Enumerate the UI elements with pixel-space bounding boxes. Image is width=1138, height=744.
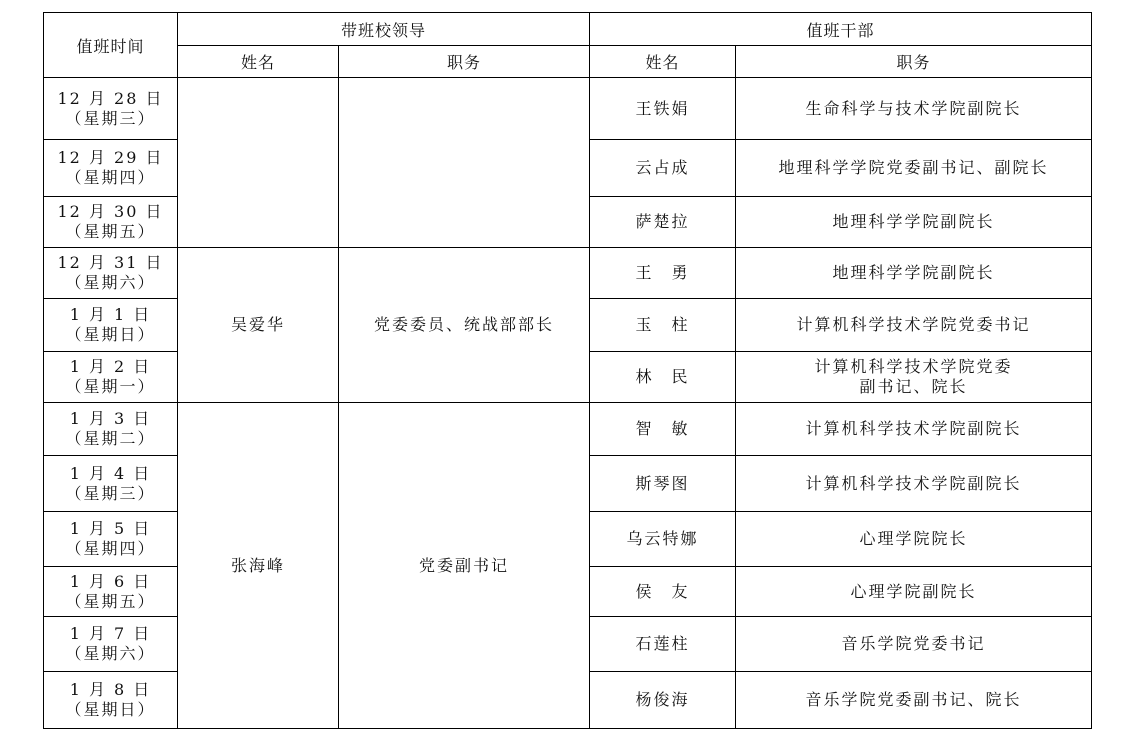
weekday-text: （星期五）	[65, 591, 156, 611]
header-row-sub	[44, 46, 1092, 78]
position-line: 计算机科学技术学院党委	[814, 357, 1013, 376]
table-row	[44, 248, 1092, 299]
date-cell	[44, 197, 178, 248]
cadre-name-cell: 玉 柱	[590, 299, 736, 352]
leader-position-cell: 党委委员、统战部部长	[339, 248, 590, 403]
date-text: 1 月 5 日	[69, 519, 152, 538]
cadre-name-cell: 王 勇	[590, 248, 736, 299]
cadre-name-cell: 杨俊海	[590, 672, 736, 729]
cadre-name-cell: 乌云特娜	[590, 512, 736, 567]
weekday-text: （星期六）	[65, 273, 156, 292]
date-text: 1 月 6 日	[69, 571, 152, 591]
date-text: 12 月 29 日	[57, 148, 164, 167]
cadre-position-cell: 心理学院院长	[736, 512, 1092, 567]
date-cell	[44, 672, 178, 729]
weekday-text: （星期日）	[65, 325, 156, 344]
header-row-top	[44, 13, 1092, 46]
date-text: 1 月 3 日	[69, 409, 152, 428]
header-cadre-name: 姓名	[590, 46, 736, 78]
date-text: 1 月 8 日	[69, 680, 152, 699]
cadre-position-cell: 地理科学学院副院长	[736, 248, 1092, 299]
leader-position-cell: 党委副书记	[339, 403, 590, 729]
duty-schedule-table	[43, 12, 1092, 729]
cadre-position-cell: 计算机科学技术学院党委书记	[736, 299, 1092, 352]
date-text: 1 月 2 日	[69, 357, 152, 376]
header-cadre-group: 值班干部	[590, 13, 1092, 46]
weekday-text: （星期六）	[65, 644, 156, 663]
date-cell	[44, 403, 178, 456]
cadre-name-cell: 侯 友	[590, 567, 736, 617]
cadre-name-cell: 智 敏	[590, 403, 736, 456]
weekday-text: （星期三）	[65, 108, 156, 128]
header-leader-group: 带班校领导	[178, 13, 590, 46]
date-cell	[44, 78, 178, 140]
weekday-text: （星期四）	[65, 539, 156, 558]
date-cell	[44, 299, 178, 352]
weekday-text: （星期二）	[65, 429, 156, 448]
table-row	[44, 403, 1092, 456]
weekday-text: （星期三）	[65, 483, 156, 503]
cadre-name-cell: 林 民	[590, 352, 736, 403]
weekday-text: （星期五）	[65, 222, 156, 241]
cadre-position-cell: 音乐学院党委副书记、院长	[736, 672, 1092, 729]
position-line: 副书记、院长	[859, 377, 968, 396]
date-text: 12 月 30 日	[57, 202, 164, 221]
cadre-position-cell: 地理科学学院副院长	[736, 197, 1092, 248]
date-cell	[44, 512, 178, 567]
date-cell	[44, 140, 178, 197]
cadre-position-cell: 计算机科学技术学院副院长	[736, 403, 1092, 456]
cadre-position-cell: 心理学院副院长	[736, 567, 1092, 617]
date-cell	[44, 617, 178, 672]
date-cell	[44, 567, 178, 617]
weekday-text: （星期四）	[65, 168, 156, 187]
cadre-name-cell: 王铁娟	[590, 78, 736, 140]
table-row	[44, 78, 1092, 140]
date-text: 1 月 4 日	[69, 463, 152, 483]
leader-name-cell: 张海峰	[178, 403, 339, 729]
date-cell	[44, 248, 178, 299]
cadre-position-cell: 计算机科学技术学院副院长	[736, 456, 1092, 512]
cadre-name-cell: 石莲柱	[590, 617, 736, 672]
cadre-name-cell: 云占成	[590, 140, 736, 197]
date-cell	[44, 352, 178, 403]
date-text: 12 月 31 日	[57, 253, 164, 272]
header-leader-name: 姓名	[178, 46, 339, 78]
leader-name-cell: 吴爱华	[178, 248, 339, 403]
cadre-position-cell: 生命科学与技术学院副院长	[736, 78, 1092, 140]
date-text: 12 月 28 日	[57, 88, 164, 108]
date-cell	[44, 456, 178, 512]
date-text: 1 月 7 日	[69, 624, 152, 643]
header-cadre-position: 职务	[736, 46, 1092, 78]
leader-position-cell	[339, 78, 590, 248]
cadre-name-cell: 萨楚拉	[590, 197, 736, 248]
cadre-position-cell: 地理科学学院党委副书记、副院长	[736, 140, 1092, 197]
date-text: 1 月 1 日	[69, 305, 152, 324]
weekday-text: （星期日）	[65, 700, 156, 719]
weekday-text: （星期一）	[65, 377, 156, 396]
header-leader-position: 职务	[339, 46, 590, 78]
cadre-name-cell: 斯琴图	[590, 456, 736, 512]
cadre-position-cell: 音乐学院党委书记	[736, 617, 1092, 672]
cadre-position-cell	[736, 352, 1092, 403]
leader-name-cell	[178, 78, 339, 248]
header-date: 值班时间	[44, 13, 178, 78]
